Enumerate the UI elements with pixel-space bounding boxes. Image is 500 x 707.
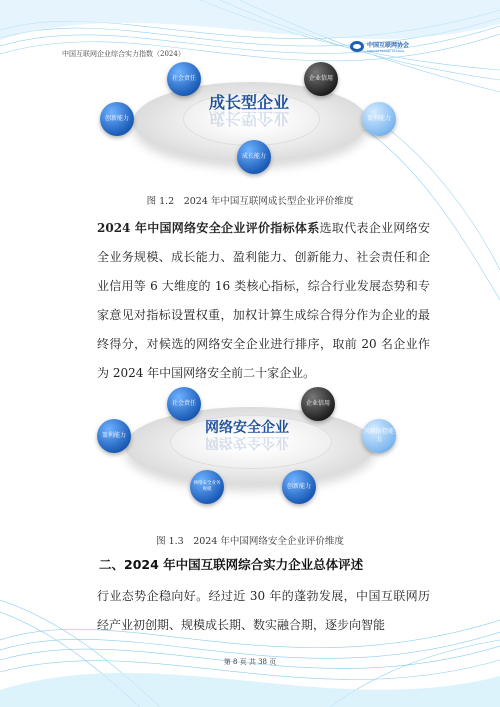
center-label: 成长型企业 [209,93,290,112]
section-heading: 二、2024 年中国互联网综合实力企业总体评述 [99,557,364,572]
paragraph-evaluation-system [97,214,430,388]
center-label-reflection: 网络安全企业 [205,434,289,450]
logo-chinese-name: 中国互联网协会 [367,42,410,49]
node-social-responsibility: 社会责任 [167,62,201,96]
paragraph-lead: 2024 年中国网络安全企业评价指标体系 [97,221,320,235]
node-enterprise-credit: 企业信用 [301,387,335,421]
node-security-business-scale: 网络安全业务规模 [190,470,224,504]
page-number: 第 8 页 共 38 页 [223,658,277,666]
isc-logo [350,40,409,53]
section-paragraph: 行业态势企稳向好。经过近 30 年的蓬勃发展，中国互联网历经产业初创期、规模成长期、数实融合期，逐步向智能 [97,589,430,632]
paragraph-body: 选取代表企业网络安全业务规模、成长能力、盈利能力、创新能力、社会责任和企业信用等 6 大维度的 16 类核心指标，综合行业发展态势和专家意见对指标设置权重，加权计算生成综合得分作为企业的最终得分，对候选的网络安全企业进行排序，取前 20 名企业作为 2024 年中国网络安全前二十家企业。 [97,221,430,380]
logo-english-name: Internet Society of China [367,49,405,53]
node-innovation: 创新能力 [282,470,316,504]
growth-enterprise-diagram [0,60,500,190]
center-label: 网络安全企业 [205,420,289,436]
node-profitability: 盈利能力 [362,102,396,136]
node-growth: 成长能力 [237,140,271,174]
figure-1-2-caption: 图 1.2 2024 年中国互联网成长型企业评价维度 [146,196,354,207]
running-header: 中国互联网企业综合实力指数（2024） [62,50,185,58]
figure-1-3-caption: 图 1.3 2024 年中国网络安全企业评价维度 [156,536,344,547]
node-enterprise-credit: 企业信用 [304,62,338,96]
node-profitability: 盈利能力 [97,419,131,453]
node-risk-control: 风险防控能力 [362,419,396,453]
node-social-responsibility: 社会责任 [167,387,201,421]
isc-logo-icon [350,41,364,52]
cybersecurity-enterprise-diagram [0,382,500,512]
node-innovation: 创新能力 [100,102,134,136]
center-label-reflection: 成长型企业 [209,109,290,128]
